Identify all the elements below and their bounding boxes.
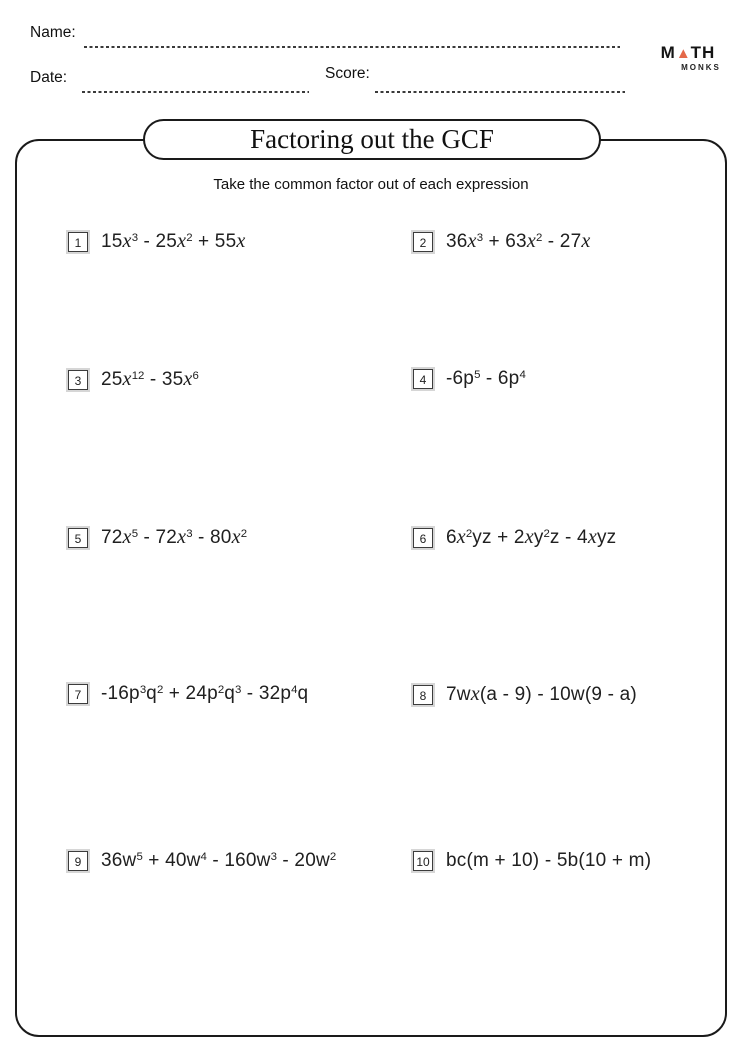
problem-number-badge: 6 [413,528,433,548]
score-label: Score: [325,65,370,82]
problem-expression: $15x^3 - 25x^2 + 55x$ [101,230,246,252]
problem-1 [68,230,245,253]
problem-expression: $6x^2yz + 2xy^2z - 4xyz$ [446,526,617,548]
problem-expression: $25x^{12} - 35x^6$ [101,368,199,390]
problem-number-badge: 7 [68,684,88,704]
problem-expression: $36w^5 + 40w^4 - 160w^3 - 20w^2$ [101,850,337,871]
problem-number-badge: 1 [68,232,88,252]
problem-8 [413,683,637,706]
problem-number-badge: 9 [68,851,88,871]
problem-9 [68,850,336,872]
instruction-text: Take the common factor out of each expression [213,176,529,193]
problem-expression: 7wx(a - 9) - 10w(9 - a) [446,683,637,705]
problem-number-badge: 3 [68,370,88,390]
problem-number-badge: 2 [413,232,433,252]
date-fill-line [82,91,309,93]
name-fill-line [84,46,620,48]
page-title: Factoring out the GCF [250,124,494,154]
name-label: Name: [30,24,76,41]
date-label: Date: [30,69,68,86]
problem-4 [413,368,526,390]
triangle-icon: ▲ [675,45,691,62]
problem-expression: $72x^5 - 72x^3 - 80x^2$ [101,526,248,548]
title-banner [143,119,601,160]
logo-math-text: M▲TH [660,43,716,62]
problem-number-badge: 10 [413,851,433,871]
problem-7 [68,683,308,705]
problem-2 [413,230,590,253]
problem-number-badge: 8 [413,685,433,705]
math-monks-logo [648,44,728,72]
problem-10 [413,850,651,872]
score-fill-line [375,91,625,93]
problem-expression: bc(m + 10) - 5b(10 + m) [446,850,652,871]
problem-5 [68,526,247,549]
problem-expression: $36x^3 + 63x^2 - 27x$ [446,230,591,252]
worksheet-border-frame [15,139,727,1037]
problem-3 [68,368,199,391]
problem-6 [413,526,616,549]
problem-number-badge: 4 [413,369,433,389]
problem-expression: $-6p^5 - 6p^4$ [446,368,526,389]
problem-expression: $-16p^3q^2 + 24p^2q^3 - 32p^4q$ [101,683,309,704]
logo-monks-text: MONKS [681,63,721,72]
problem-number-badge: 5 [68,528,88,548]
